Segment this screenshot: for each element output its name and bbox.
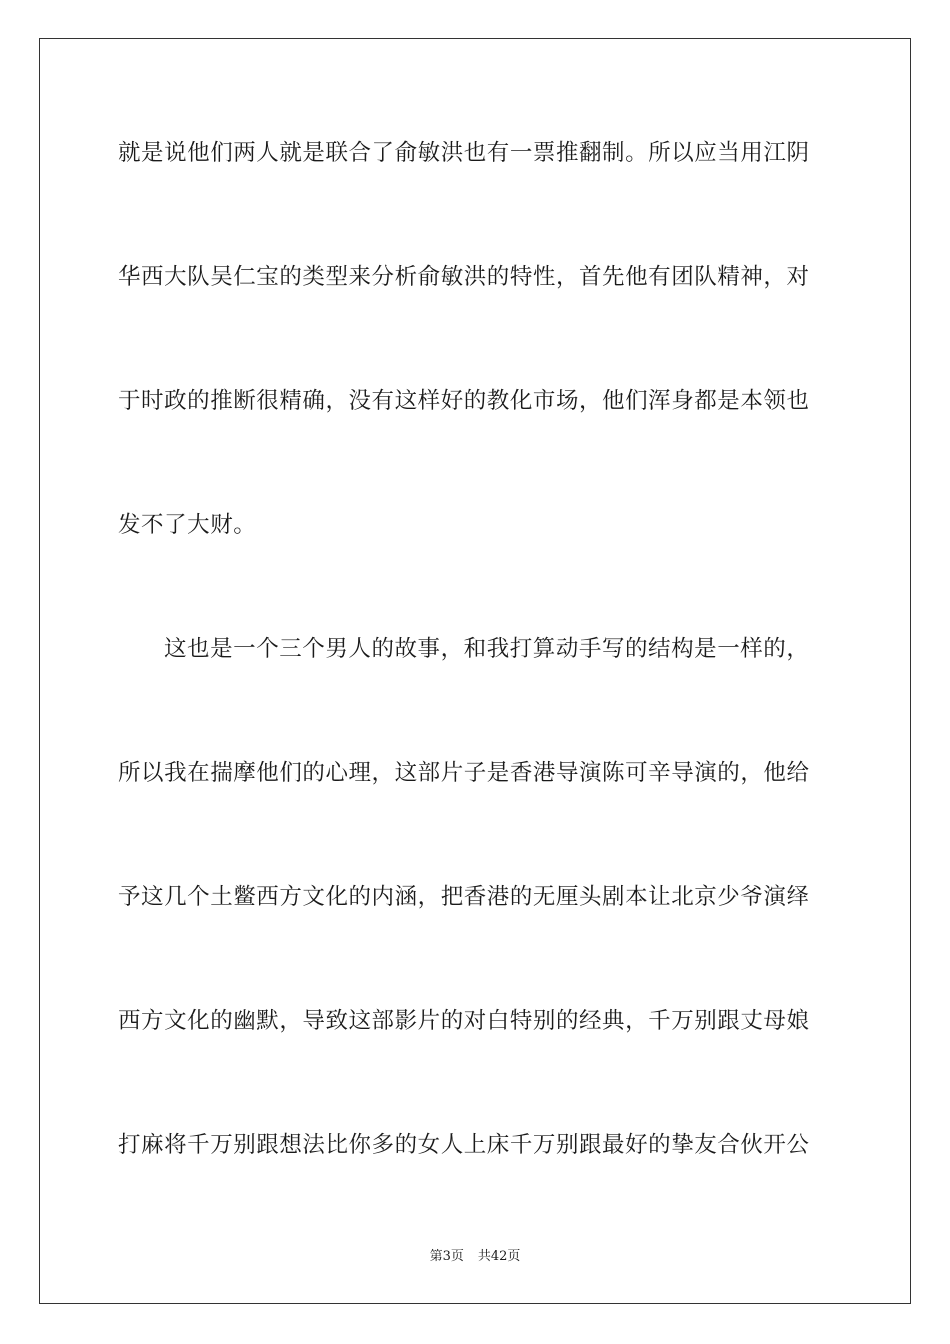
text-line: 西方文化的幽默，导致这部影片的对白特别的经典，千万别跟丈母娘: [118, 1008, 810, 1034]
text-line: 于时政的推断很精确，没有这样好的教化市场，他们浑身都是本领也: [118, 388, 810, 414]
text-line: 打麻将千万别跟想法比你多的女人上床千万别跟最好的挚友合伙开公: [118, 1132, 810, 1158]
text-line-paragraph-start: 这也是一个三个男人的故事，和我打算动手写的结构是一样的，: [164, 636, 810, 662]
page-total: 共42页: [477, 1249, 521, 1264]
text-line: 华西大队吴仁宝的类型来分析俞敏洪的特性，首先他有团队精神，对: [118, 264, 810, 290]
text-line: 发不了大财。: [118, 512, 257, 538]
page-border: [39, 38, 911, 1304]
text-line: 所以我在揣摩他们的心理，这部片子是香港导演陈可辛导演的，他给: [118, 760, 810, 786]
page-number: 第3页: [429, 1249, 464, 1264]
page-footer: [0, 1248, 950, 1266]
text-line: 予这几个土鳖西方文化的内涵，把香港的无厘头剧本让北京少爷演绎: [118, 884, 810, 910]
text-line: 就是说他们两人就是联合了俞敏洪也有一票推翻制。所以应当用江阴: [118, 140, 810, 166]
